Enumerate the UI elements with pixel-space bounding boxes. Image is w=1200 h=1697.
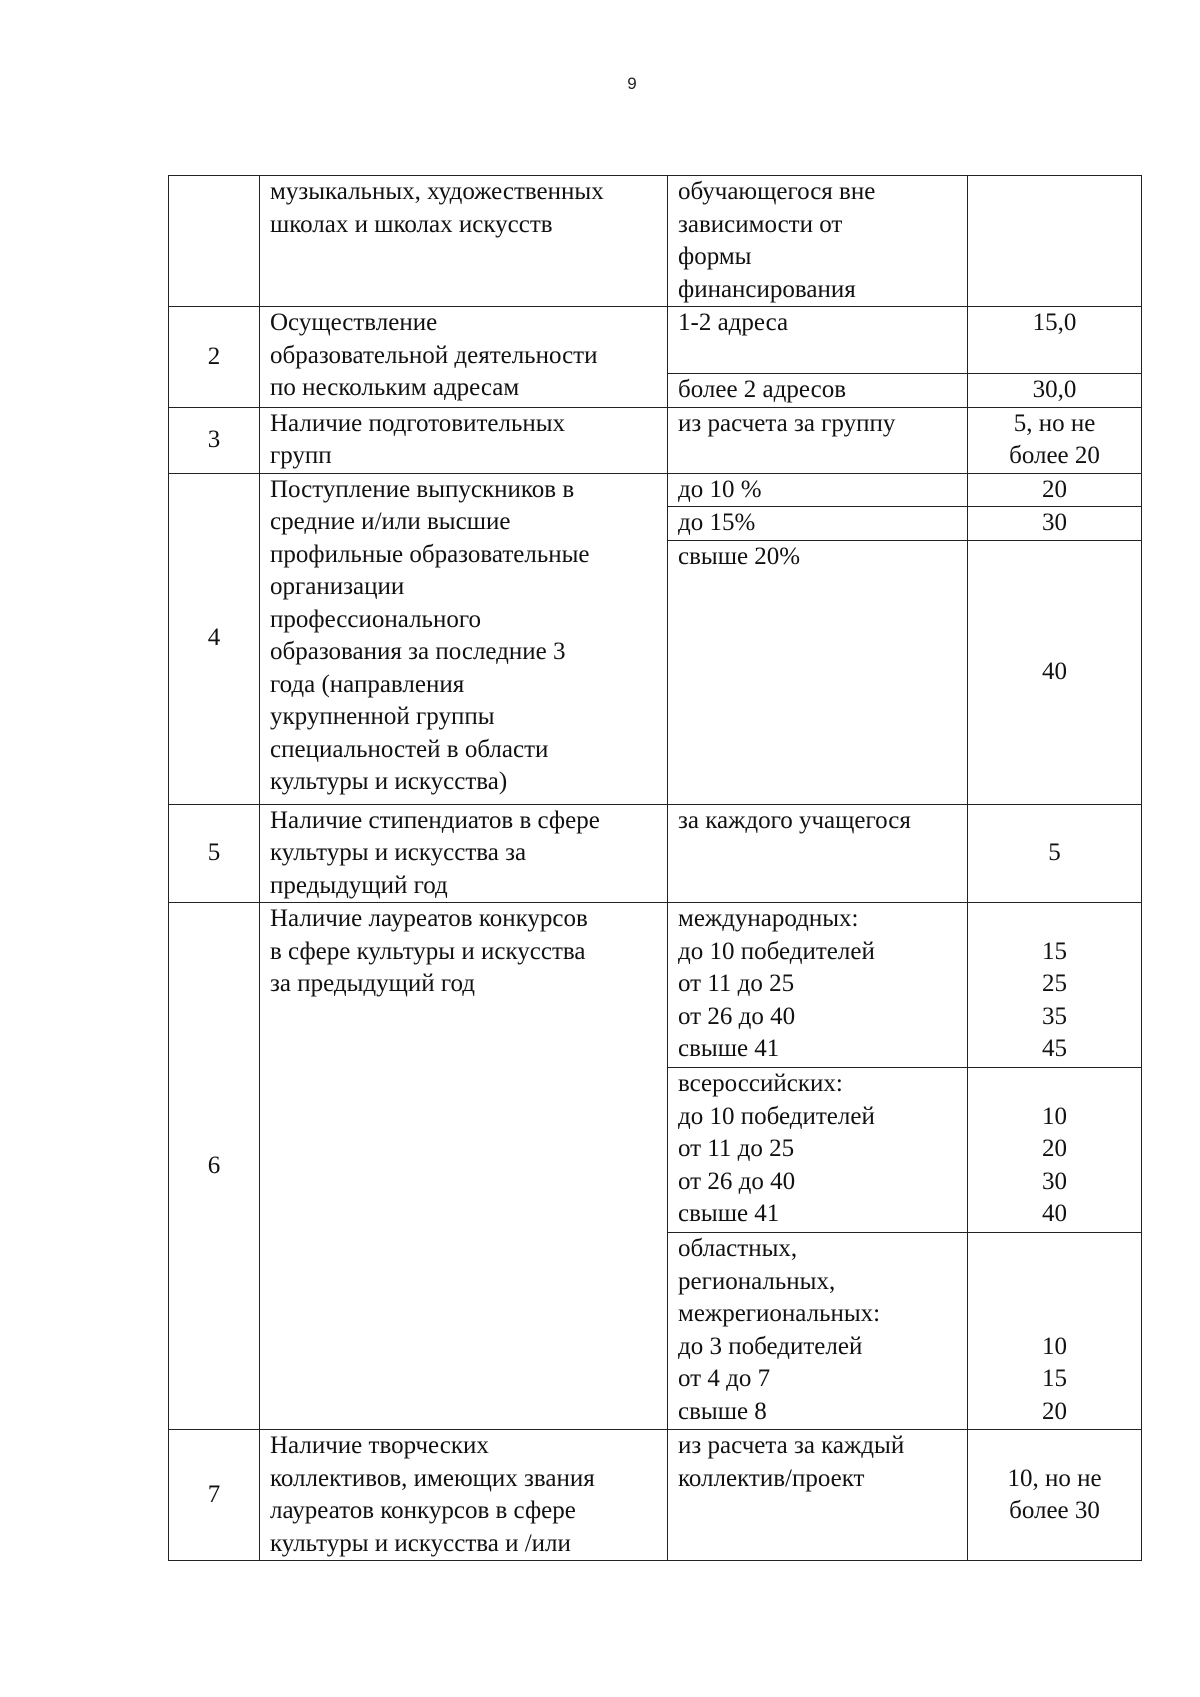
criterion-line: культуры и искусства) <box>270 768 508 795</box>
table-row <box>169 473 1142 507</box>
row-number-cell: 7 <box>169 1430 260 1561</box>
points-value: 15,0 <box>1032 309 1077 336</box>
condition-line: всероссийских: <box>678 1070 843 1097</box>
row-number-cell: 6 <box>169 903 260 1430</box>
condition-cell <box>668 507 968 541</box>
criterion-line: культуры и искусства за <box>270 839 527 866</box>
condition-cell <box>668 473 968 507</box>
criterion-line: Наличие творческих <box>270 1432 489 1459</box>
points-value: 20 <box>1042 1397 1067 1425</box>
criterion-line: профессионального <box>270 605 481 633</box>
criterion-line: Наличие подготовительных <box>270 409 566 437</box>
condition-line: 1-2 адреса <box>678 309 789 336</box>
criterion-line: образования за последние 3 <box>270 638 566 665</box>
points-value: 5 <box>1048 839 1061 866</box>
condition-line: из расчета за каждый <box>678 1432 905 1459</box>
points-value: 30 <box>1042 1167 1067 1195</box>
condition-line: формы <box>678 243 752 270</box>
condition-cell <box>668 176 968 307</box>
points-value <box>968 1298 1141 1331</box>
points-value <box>968 903 1141 936</box>
condition-cell <box>668 903 968 1068</box>
points-cell <box>968 903 1142 1068</box>
points-value <box>968 1068 1141 1101</box>
points-value: 5, но не <box>1013 409 1096 437</box>
criterion-line: образовательной деятельности <box>270 341 598 369</box>
row-number-cell: 2 <box>169 307 260 408</box>
table-row <box>169 903 1142 1068</box>
table-row <box>169 1430 1142 1561</box>
criterion-cell <box>260 473 668 804</box>
condition-line: региональных, <box>678 1267 836 1295</box>
condition-cell <box>668 1233 968 1430</box>
criteria-table <box>168 175 1142 1561</box>
points-value: 30 <box>1042 509 1067 536</box>
criterion-line: средние и/или высшие <box>270 508 511 535</box>
points-value: 20 <box>1042 1135 1067 1162</box>
table-row <box>169 176 1142 307</box>
condition-line: от 11 до 25 <box>678 1135 795 1162</box>
criterion-line: школах и школах искусств <box>270 210 553 238</box>
points-value: 10 <box>1042 1102 1067 1130</box>
points-value: более 30 <box>1009 1497 1100 1524</box>
points-value <box>968 1266 1141 1299</box>
criterion-line: специальностей в области <box>270 735 549 763</box>
criterion-line: лауреатов конкурсов в сфере <box>270 1497 576 1524</box>
condition-line: из расчета за группу <box>678 409 896 437</box>
criterion-cell <box>260 903 668 1430</box>
condition-line: обучающегося вне <box>678 178 876 205</box>
page-number: 9 <box>627 74 637 93</box>
criterion-line: коллективов, имеющих звания <box>270 1464 595 1492</box>
points-cell <box>968 1430 1142 1561</box>
condition-line: от 26 до 40 <box>678 1002 796 1030</box>
condition-cell <box>668 407 968 473</box>
criterion-line: групп <box>270 442 332 469</box>
criterion-cell <box>260 176 668 307</box>
points-value: 15 <box>1042 937 1067 965</box>
condition-cell <box>668 374 968 408</box>
condition-line: от 26 до 40 <box>678 1167 796 1195</box>
condition-line: до 10 победителей <box>678 1102 875 1130</box>
points-value: 10, но не <box>1007 1464 1102 1492</box>
condition-line: межрегиональных: <box>678 1300 881 1327</box>
condition-line: зависимости от <box>678 210 843 238</box>
criterion-line: по нескольким адресам <box>270 374 520 401</box>
condition-line: свыше 20% <box>678 542 801 570</box>
criterion-line: профильные образовательные <box>270 540 590 568</box>
criterion-line: Осуществление <box>270 309 438 336</box>
criterion-cell <box>260 804 668 903</box>
points-value: 20 <box>1042 475 1067 503</box>
points-cell <box>968 540 1142 804</box>
points-cell <box>968 307 1142 374</box>
criterion-line: Поступление выпускников в <box>270 475 575 503</box>
condition-cell <box>668 1430 968 1561</box>
row-number-cell: 5 <box>169 804 260 903</box>
points-cell <box>968 804 1142 903</box>
points-value: 30,0 <box>1032 376 1077 403</box>
points-value: 25 <box>1042 970 1067 997</box>
row-number-cell: 3 <box>169 407 260 473</box>
table-row <box>169 407 1142 473</box>
points-cell <box>968 1233 1142 1430</box>
condition-line: до 3 победителей <box>678 1332 863 1360</box>
condition-line: свыше 8 <box>678 1397 767 1425</box>
points-value: 45 <box>1042 1035 1067 1062</box>
condition-line: свыше 41 <box>678 1035 780 1062</box>
condition-line: за каждого учащегося <box>678 806 911 834</box>
criterion-line: музыкальных, художественных <box>270 178 604 205</box>
condition-line: международных: <box>678 905 859 932</box>
points-cell <box>968 1068 1142 1233</box>
points-value <box>968 1233 1141 1266</box>
criterion-cell <box>260 307 668 408</box>
condition-line: финансирования <box>678 275 856 303</box>
condition-line: коллектив/проект <box>678 1464 865 1492</box>
criterion-cell <box>260 407 668 473</box>
condition-line: от 11 до 25 <box>678 970 795 997</box>
condition-line: более 2 адресов <box>678 376 846 403</box>
points-value: 40 <box>1042 657 1067 685</box>
condition-cell <box>668 1068 968 1233</box>
condition-line: до 10 % <box>678 475 762 503</box>
condition-line: областных, <box>678 1235 798 1262</box>
points-cell <box>968 374 1142 408</box>
criterion-line: культуры и искусства и /или <box>270 1529 571 1557</box>
table-row <box>169 804 1142 903</box>
points-cell <box>968 473 1142 507</box>
condition-cell <box>668 307 968 374</box>
criterion-line: укрупненной группы <box>270 703 495 730</box>
points-value: более 20 <box>1009 442 1100 469</box>
condition-cell <box>668 804 968 903</box>
condition-line: свыше 41 <box>678 1200 780 1227</box>
criterion-cell <box>260 1430 668 1561</box>
condition-line: до 15% <box>678 509 756 536</box>
row-number-cell <box>169 176 260 307</box>
condition-cell <box>668 540 968 804</box>
points-cell <box>968 507 1142 541</box>
criterion-line: в сфере культуры и искусства <box>270 937 586 965</box>
criterion-line: Наличие лауреатов конкурсов <box>270 905 588 932</box>
criterion-line: Наличие стипендиатов в сфере <box>270 806 600 834</box>
table-row <box>169 307 1142 374</box>
condition-line: от 4 до 7 <box>678 1365 771 1392</box>
condition-line: до 10 победителей <box>678 937 875 965</box>
points-value: 35 <box>1042 1002 1067 1030</box>
criterion-line: года (направления <box>270 670 465 698</box>
criterion-line: за предыдущий год <box>270 970 475 997</box>
points-value: 15 <box>1042 1365 1067 1392</box>
points-value: 10 <box>1042 1332 1067 1360</box>
points-cell <box>968 407 1142 473</box>
row-number-cell: 4 <box>169 473 260 804</box>
points-cell <box>968 176 1142 307</box>
criterion-line: организации <box>270 573 405 600</box>
points-value: 40 <box>1042 1200 1067 1227</box>
criterion-line: предыдущий год <box>270 871 448 899</box>
